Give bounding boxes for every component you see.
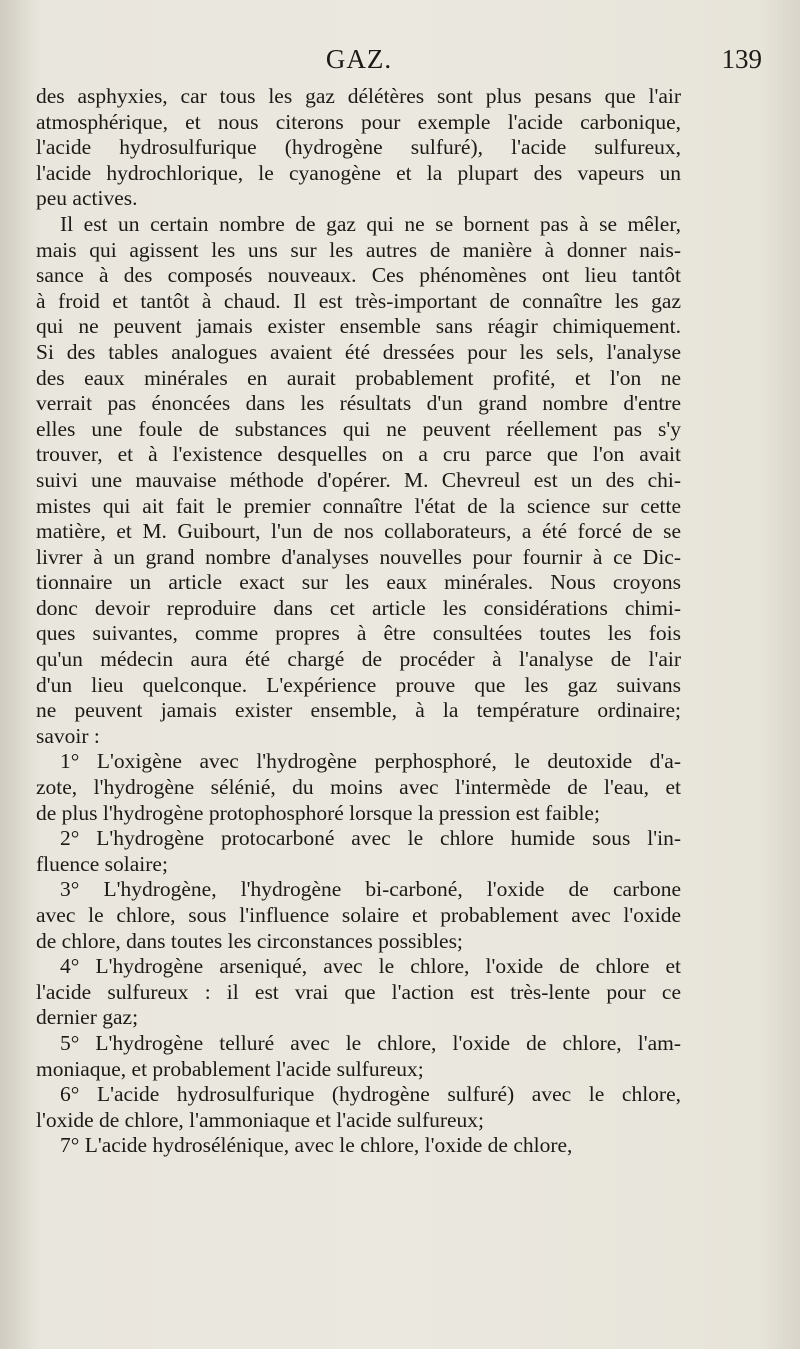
text-line: ques suivantes, comme propres à être consultées toutes les fois — [36, 621, 681, 646]
list-item-line: 4° L'hydrogène arseniqué, avec le chlore, l'oxide de chlore et — [60, 954, 681, 979]
page-header — [36, 44, 762, 80]
text-line: elles une foule de substances qui ne peuvent réellement pas s'y — [36, 416, 681, 441]
text-line: peu actives. — [36, 186, 138, 211]
text-line: atmosphérique, et nous citerons pour exemple l'acide carbonique, — [36, 109, 681, 134]
list-item-line: 7° L'acide hydrosélénique, avec le chlore, l'oxide de chlore, — [60, 1133, 573, 1158]
text-line: livrer à un grand nombre d'analyses nouvelles pour fournir à ce Dic- — [36, 544, 681, 569]
text-line: ne peuvent jamais exister ensemble, à la température ordinaire; — [36, 698, 681, 723]
list-item-line: de plus l'hydrogène protophosphoré lorsque la pression est faible; — [36, 800, 600, 825]
text-line: trouver, et à l'existence desquelles on a cru parce que l'on avait — [36, 442, 681, 467]
page-number: 139 — [721, 44, 762, 74]
text-line: tionnaire un article exact sur les eaux minérales. Nous croyons — [36, 570, 681, 595]
text-line: matière, et M. Guibourt, l'un de nos collaborateurs, a été forcé de se — [36, 519, 681, 544]
text-line: qu'un médecin aura été chargé de procéder à l'analyse de l'air — [36, 647, 681, 672]
text-line: d'un lieu quelconque. L'expérience prouve que les gaz suivans — [36, 672, 681, 697]
list-item-line: 5° L'hydrogène telluré avec le chlore, l'oxide de chlore, l'am- — [60, 1030, 681, 1055]
text-line: mistes qui ait fait le premier connaître l'état de la science sur cette — [36, 493, 681, 518]
text-line: Il est un certain nombre de gaz qui ne se bornent pas à se mêler, — [60, 211, 681, 236]
list-item-line: l'oxide de chlore, l'ammoniaque et l'acide sulfureux; — [36, 1107, 485, 1132]
text-line: l'acide hydrosulfurique (hydrogène sulfuré), l'acide sulfureux, — [36, 135, 681, 160]
text-line: l'acide hydrochlorique, le cyanogène et la plupart des vapeurs un — [36, 160, 681, 185]
running-title: GAZ. — [325, 44, 393, 74]
list-item-line: 3° L'hydrogène, l'hydrogène bi-carboné, l'oxide de carbone — [60, 877, 681, 902]
list-item-line: fluence solaire; — [36, 851, 168, 876]
text-line: qui ne peuvent jamais exister ensemble sans réagir chimiquement. — [36, 314, 681, 339]
text-line: des eaux minérales en aurait probablement profité, et l'on ne — [36, 365, 681, 390]
text-line: donc devoir reproduire dans cet article les considérations chimi- — [36, 595, 681, 620]
text-line: à froid et tantôt à chaud. Il est très-important de connaître les gaz — [36, 288, 681, 313]
text-line: Si des tables analogues avaient été dressées pour les sels, l'analyse — [36, 339, 681, 364]
list-item-line: l'acide sulfureux : il est vrai que l'action est très-lente pour ce — [36, 979, 681, 1004]
text-line: savoir : — [36, 723, 100, 748]
list-item-line: avec le chlore, sous l'influence solaire et probablement avec l'oxide — [36, 903, 681, 927]
list-item-line: dernier gaz; — [36, 1005, 139, 1030]
list-item-line: 6° L'acide hydrosulfurique (hydrogène sulfuré) avec le chlore, — [60, 1082, 681, 1107]
list-item-line: zote, l'hydrogène sélénié, du moins avec l'intermède de l'eau, et — [36, 775, 681, 800]
text-line: suivi une mauvaise méthode d'opérer. M. Chevreul est un des chi- — [36, 467, 681, 492]
list-item-line: de chlore, dans toutes les circonstances possibles; — [36, 928, 463, 953]
text-line: sance à des composés nouveaux. Ces phénomènes ont lieu tantôt — [36, 263, 681, 288]
body-text — [36, 84, 681, 1159]
list-item-line: 1° L'oxigène avec l'hydrogène perphosphoré, le deutoxide d'a- — [60, 749, 681, 774]
text-line: des asphyxies, car tous les gaz délétères sont plus pesans que l'air — [36, 84, 681, 108]
list-item-line: moniaque, et probablement l'acide sulfureux; — [36, 1056, 424, 1081]
text-line: verrait pas énoncées dans les résultats d'un grand nombre d'entre — [36, 391, 681, 416]
text-line: mais qui agissent les uns sur les autres de manière à donner nais- — [36, 237, 681, 262]
list-item-line: 2° L'hydrogène protocarboné avec le chlore humide sous l'in- — [60, 826, 681, 851]
